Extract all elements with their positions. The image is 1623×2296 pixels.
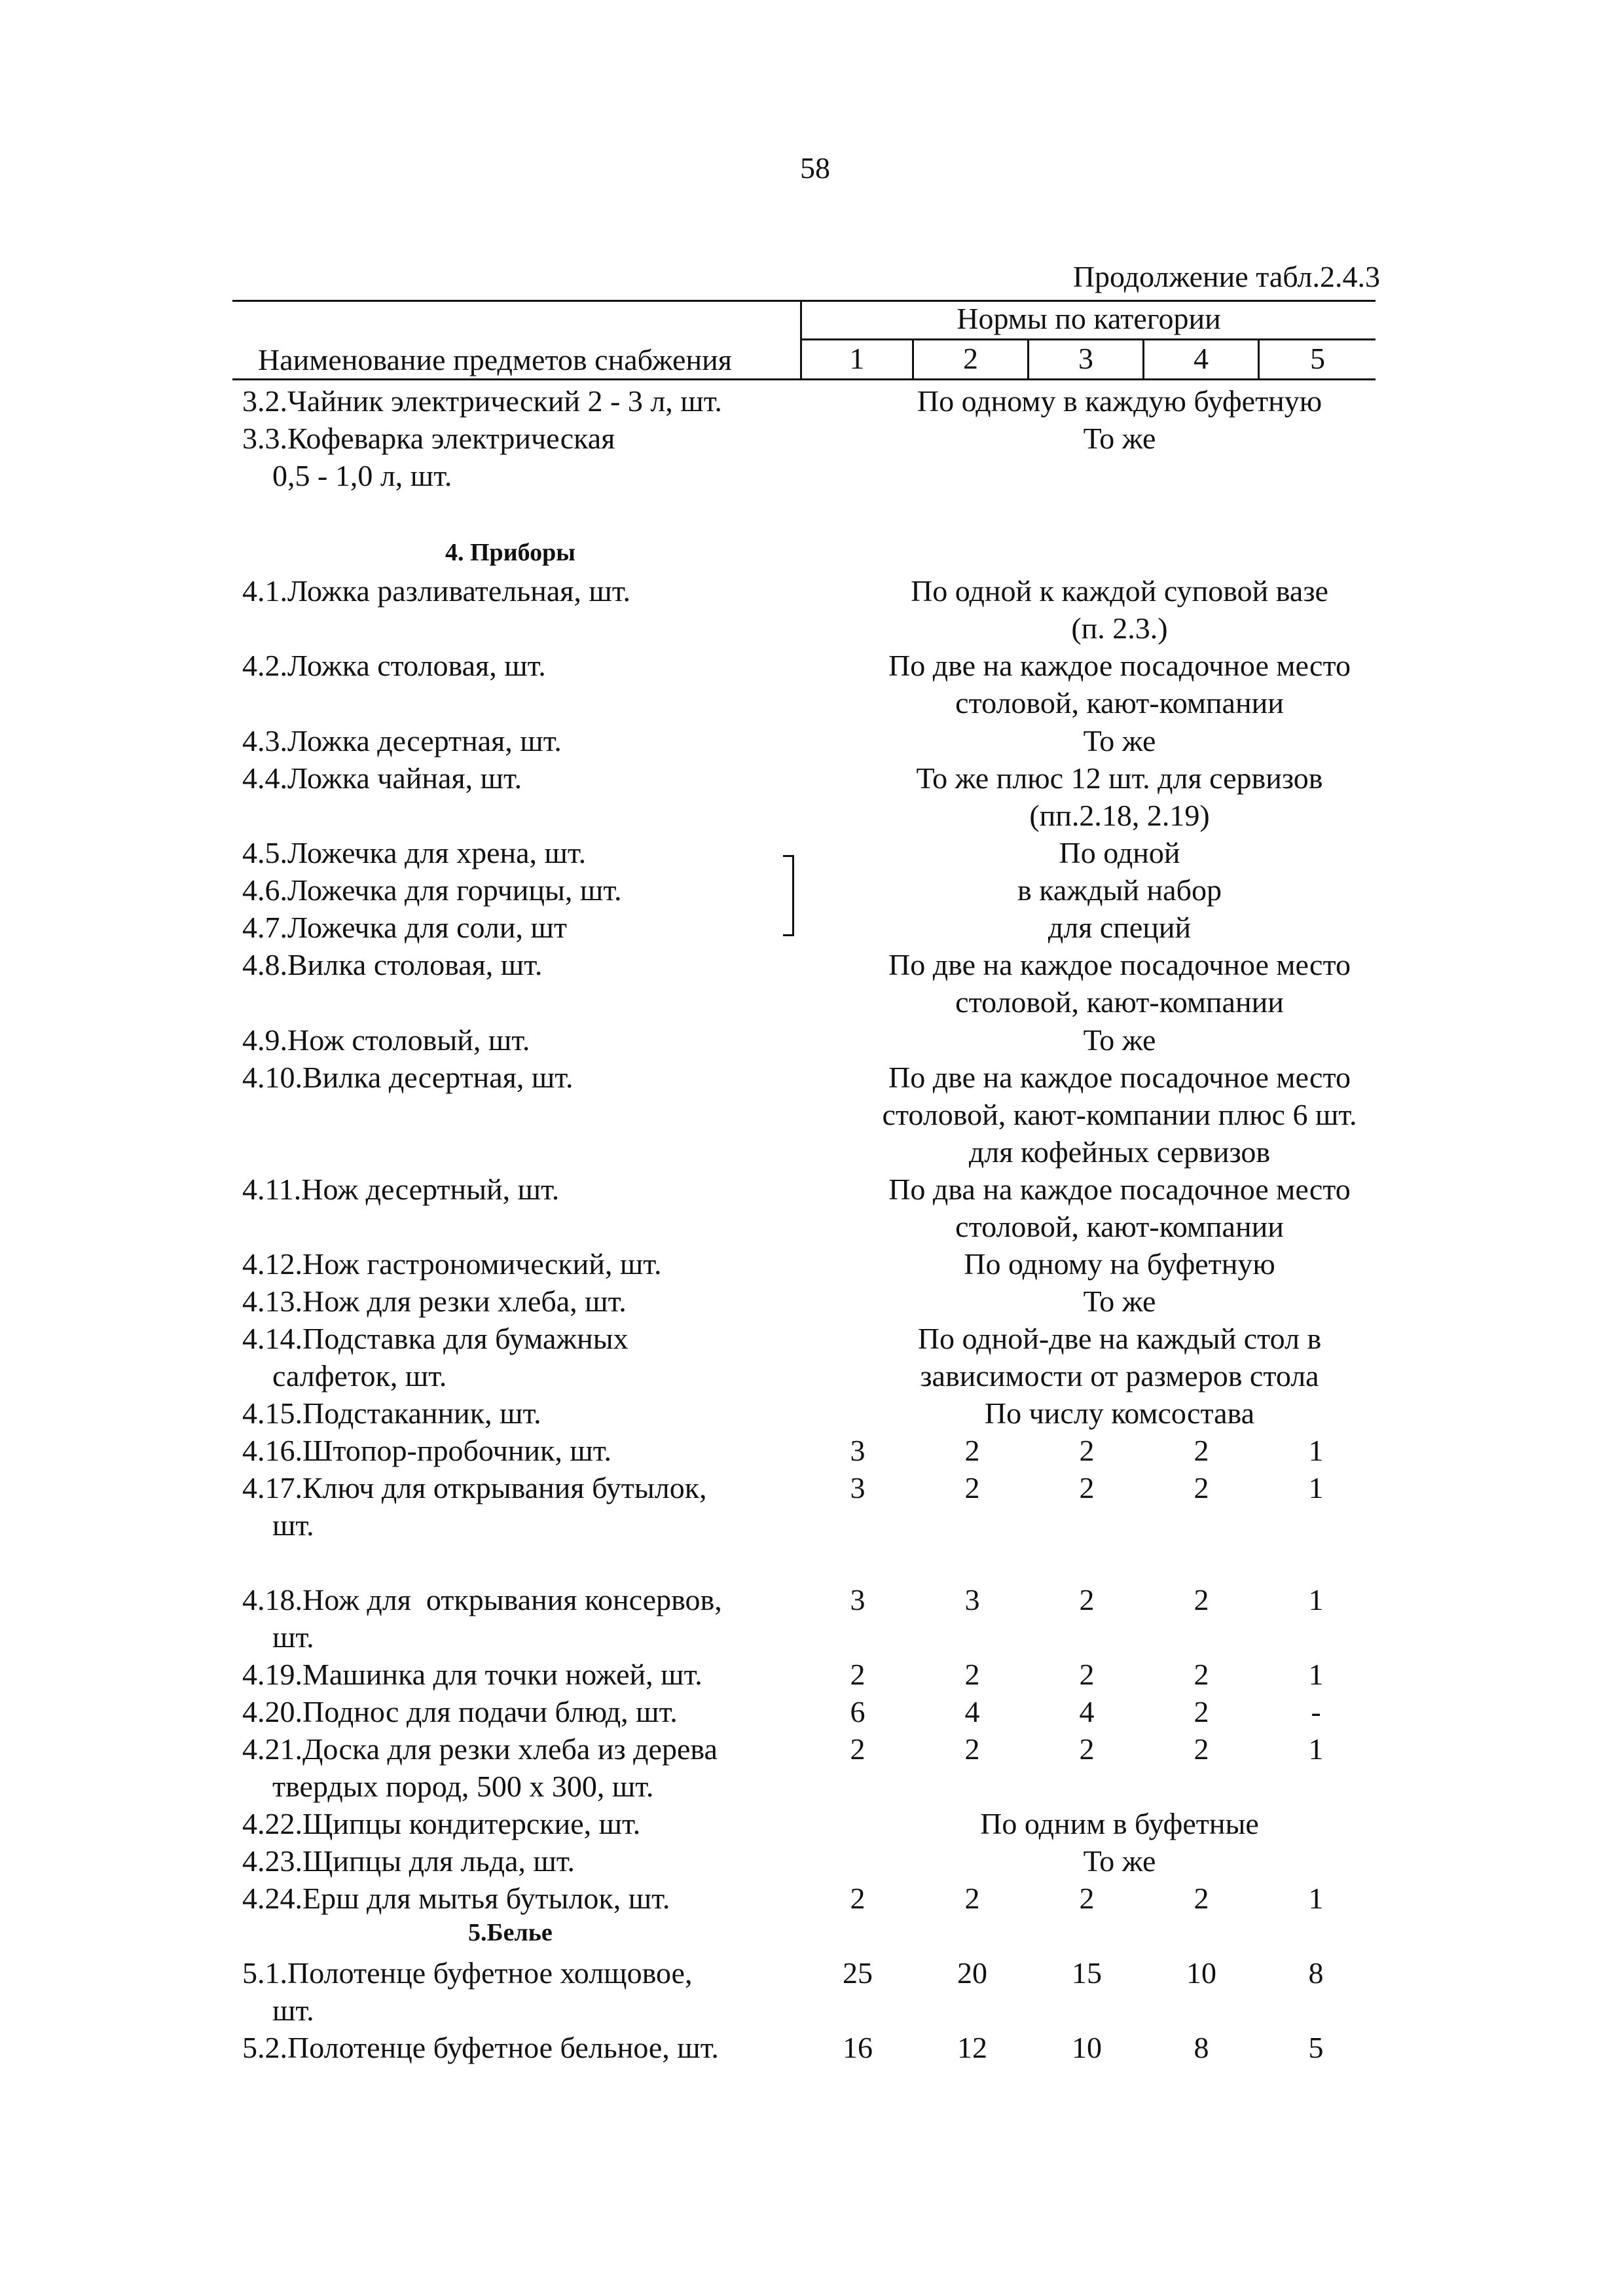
- item-norm: По два на каждое посадочное место столовой, кают-компании: [888, 1173, 1351, 1243]
- item-norm: для специй: [1048, 911, 1192, 944]
- value-cat-1: 3: [850, 1434, 866, 1467]
- value-cat-3: 2: [1079, 1471, 1095, 1504]
- value-cat-5: 1: [1308, 1882, 1324, 1915]
- value-cat-4: 2: [1194, 1882, 1209, 1915]
- value-cat-3: 15: [1072, 1956, 1102, 1990]
- item-norm: То же плюс 12 шт. для сервизов (пп.2.18, 2.19): [916, 761, 1323, 832]
- value-cat-3: 4: [1079, 1695, 1095, 1728]
- grouping-bracket: [783, 855, 794, 936]
- item-norm: По две на каждое посадочное место столовой, кают-компании плюс 6 шт. для кофейных сервизов: [882, 1061, 1357, 1169]
- value-cat-2: 20: [957, 1956, 987, 1990]
- value-cat-4: 2: [1194, 1658, 1209, 1691]
- value-cat-5: 1: [1308, 1732, 1324, 1766]
- value-cat-5: 1: [1308, 1471, 1324, 1504]
- item-norm: По одним в буфетные: [980, 1807, 1259, 1840]
- item-norm: То же: [1083, 422, 1156, 455]
- item-name: 3.3.Кофеварка электрическая 0,5 - 1,0 л, шт.: [242, 422, 615, 492]
- value-cat-3: 10: [1072, 2031, 1102, 2064]
- item-name: 4.23.Щипцы для льда, шт.: [242, 1844, 575, 1878]
- item-name: 4.10.Вилка десертная, шт.: [242, 1061, 574, 1094]
- item-name: 3.2.Чайник электрический 2 - 3 л, шт.: [242, 384, 722, 418]
- item-norm: По одной: [1059, 836, 1180, 869]
- item-name: 4.16.Штопор-пробочник, шт.: [242, 1434, 611, 1467]
- value-cat-3: 2: [1079, 1732, 1095, 1766]
- value-cat-3: 2: [1079, 1434, 1095, 1467]
- header-category-5: 5: [1310, 342, 1325, 375]
- item-norm: То же: [1083, 724, 1156, 757]
- value-cat-1: 16: [843, 2031, 873, 2064]
- value-cat-1: 3: [850, 1471, 866, 1504]
- item-norm: в каждый набор: [1017, 873, 1222, 907]
- value-cat-4: 2: [1194, 1471, 1209, 1504]
- page-number: 58: [800, 151, 830, 185]
- value-cat-5: 1: [1308, 1658, 1324, 1691]
- value-cat-1: 2: [850, 1732, 866, 1766]
- value-cat-5: -: [1311, 1695, 1321, 1728]
- value-cat-1: 25: [843, 1956, 873, 1990]
- section-title-instruments: 4. Приборы: [445, 539, 575, 566]
- item-name: 4.7.Ложечка для соли, шт: [242, 911, 567, 944]
- value-cat-3: 2: [1079, 1658, 1095, 1691]
- item-norm: По одной к каждой суповой вазе (п. 2.3.): [911, 574, 1328, 645]
- item-name: 4.1.Ложка разливательная, шт.: [242, 574, 630, 608]
- item-name: 4.9.Нож столовый, шт.: [242, 1023, 530, 1057]
- value-cat-3: 2: [1079, 1583, 1095, 1616]
- value-cat-2: 2: [964, 1732, 980, 1766]
- item-norm: По одному на буфетную: [964, 1247, 1275, 1281]
- header-category-3: 3: [1078, 342, 1093, 375]
- header-category-4: 4: [1194, 342, 1209, 375]
- item-name: 4.4.Ложка чайная, шт.: [242, 761, 522, 795]
- value-cat-4: 2: [1194, 1732, 1209, 1766]
- item-name: 4.11.Нож десертный, шт.: [242, 1173, 560, 1206]
- item-norm: По одной-две на каждый стол в зависимости от размеров стола: [917, 1322, 1322, 1393]
- item-name: 4.3.Ложка десертная, шт.: [242, 724, 562, 757]
- item-norm: По две на каждое посадочное место столовой, кают-компании: [888, 948, 1351, 1019]
- item-name: 4.20.Поднос для подачи блюд, шт.: [242, 1695, 678, 1728]
- item-name: 5.1.Полотенце буфетное холщовое, шт.: [242, 1956, 693, 2027]
- item-name: 4.18.Нож для открывания консервов, шт.: [242, 1583, 722, 1654]
- item-norm: По одному в каждую буфетную: [917, 384, 1322, 418]
- header-bottom-rule: [232, 378, 1376, 380]
- header-category-1: 1: [849, 342, 865, 375]
- item-name: 4.8.Вилка столовая, шт.: [242, 948, 543, 981]
- value-cat-2: 2: [964, 1434, 980, 1467]
- value-cat-1: 2: [850, 1882, 866, 1915]
- value-cat-4: 2: [1194, 1583, 1209, 1616]
- value-cat-4: 2: [1194, 1695, 1209, 1728]
- value-cat-4: 2: [1194, 1434, 1209, 1467]
- item-name: 4.13.Нож для резки хлеба, шт.: [242, 1285, 627, 1318]
- item-name: 4.6.Ложечка для горчицы, шт.: [242, 873, 622, 907]
- header-category-2: 2: [963, 342, 978, 375]
- item-norm: По числу комсостава: [984, 1396, 1255, 1430]
- value-cat-1: 2: [850, 1658, 866, 1691]
- value-cat-1: 6: [850, 1695, 866, 1728]
- item-name: 4.12.Нож гастрономический, шт.: [242, 1247, 662, 1281]
- item-norm: По две на каждое посадочное место столовой, кают-компании: [888, 649, 1351, 720]
- item-norm: То же: [1083, 1285, 1156, 1318]
- value-cat-2: 3: [964, 1583, 980, 1616]
- continuation-title: Продолжение табл.2.4.3: [1072, 260, 1380, 293]
- item-name: 5.2.Полотенце буфетное бельное, шт.: [242, 2031, 719, 2064]
- value-cat-5: 1: [1308, 1434, 1324, 1467]
- item-name: 4.2.Ложка столовая, шт.: [242, 649, 546, 682]
- value-cat-2: 2: [964, 1471, 980, 1504]
- header-norms-label: Нормы по категории: [957, 302, 1221, 335]
- item-name: 4.21.Доска для резки хлеба из дерева твердых пород, 500 х 300, шт.: [242, 1732, 718, 1803]
- item-name: 4.14.Подставка для бумажных салфеток, шт.: [242, 1322, 629, 1393]
- value-cat-5: 1: [1308, 1583, 1324, 1616]
- header-name-label: Наименование предметов снабжения: [258, 343, 732, 376]
- item-name: 4.24.Ерш для мытья бутылок, шт.: [242, 1882, 670, 1915]
- item-norm: То же: [1083, 1844, 1156, 1878]
- item-name: 4.19.Машинка для точки ножей, шт.: [242, 1658, 702, 1691]
- value-cat-1: 3: [850, 1583, 866, 1616]
- item-name: 4.5.Ложечка для хрена, шт.: [242, 836, 587, 869]
- value-cat-4: 8: [1194, 2031, 1209, 2064]
- value-cat-4: 10: [1186, 1956, 1216, 1990]
- value-cat-2: 2: [964, 1882, 980, 1915]
- value-cat-2: 4: [964, 1695, 980, 1728]
- value-cat-2: 12: [957, 2031, 987, 2064]
- item-name: 4.15.Подстаканник, шт.: [242, 1396, 541, 1430]
- item-name: 4.22.Щипцы кондитерские, шт.: [242, 1807, 641, 1840]
- value-cat-2: 2: [964, 1658, 980, 1691]
- item-name: 4.17.Ключ для открывания бутылок, шт.: [242, 1471, 707, 1542]
- value-cat-5: 8: [1308, 1956, 1324, 1990]
- value-cat-3: 2: [1079, 1882, 1095, 1915]
- item-norm: То же: [1083, 1023, 1156, 1057]
- value-cat-5: 5: [1308, 2031, 1324, 2064]
- section-title-linen: 5.Белье: [468, 1919, 553, 1946]
